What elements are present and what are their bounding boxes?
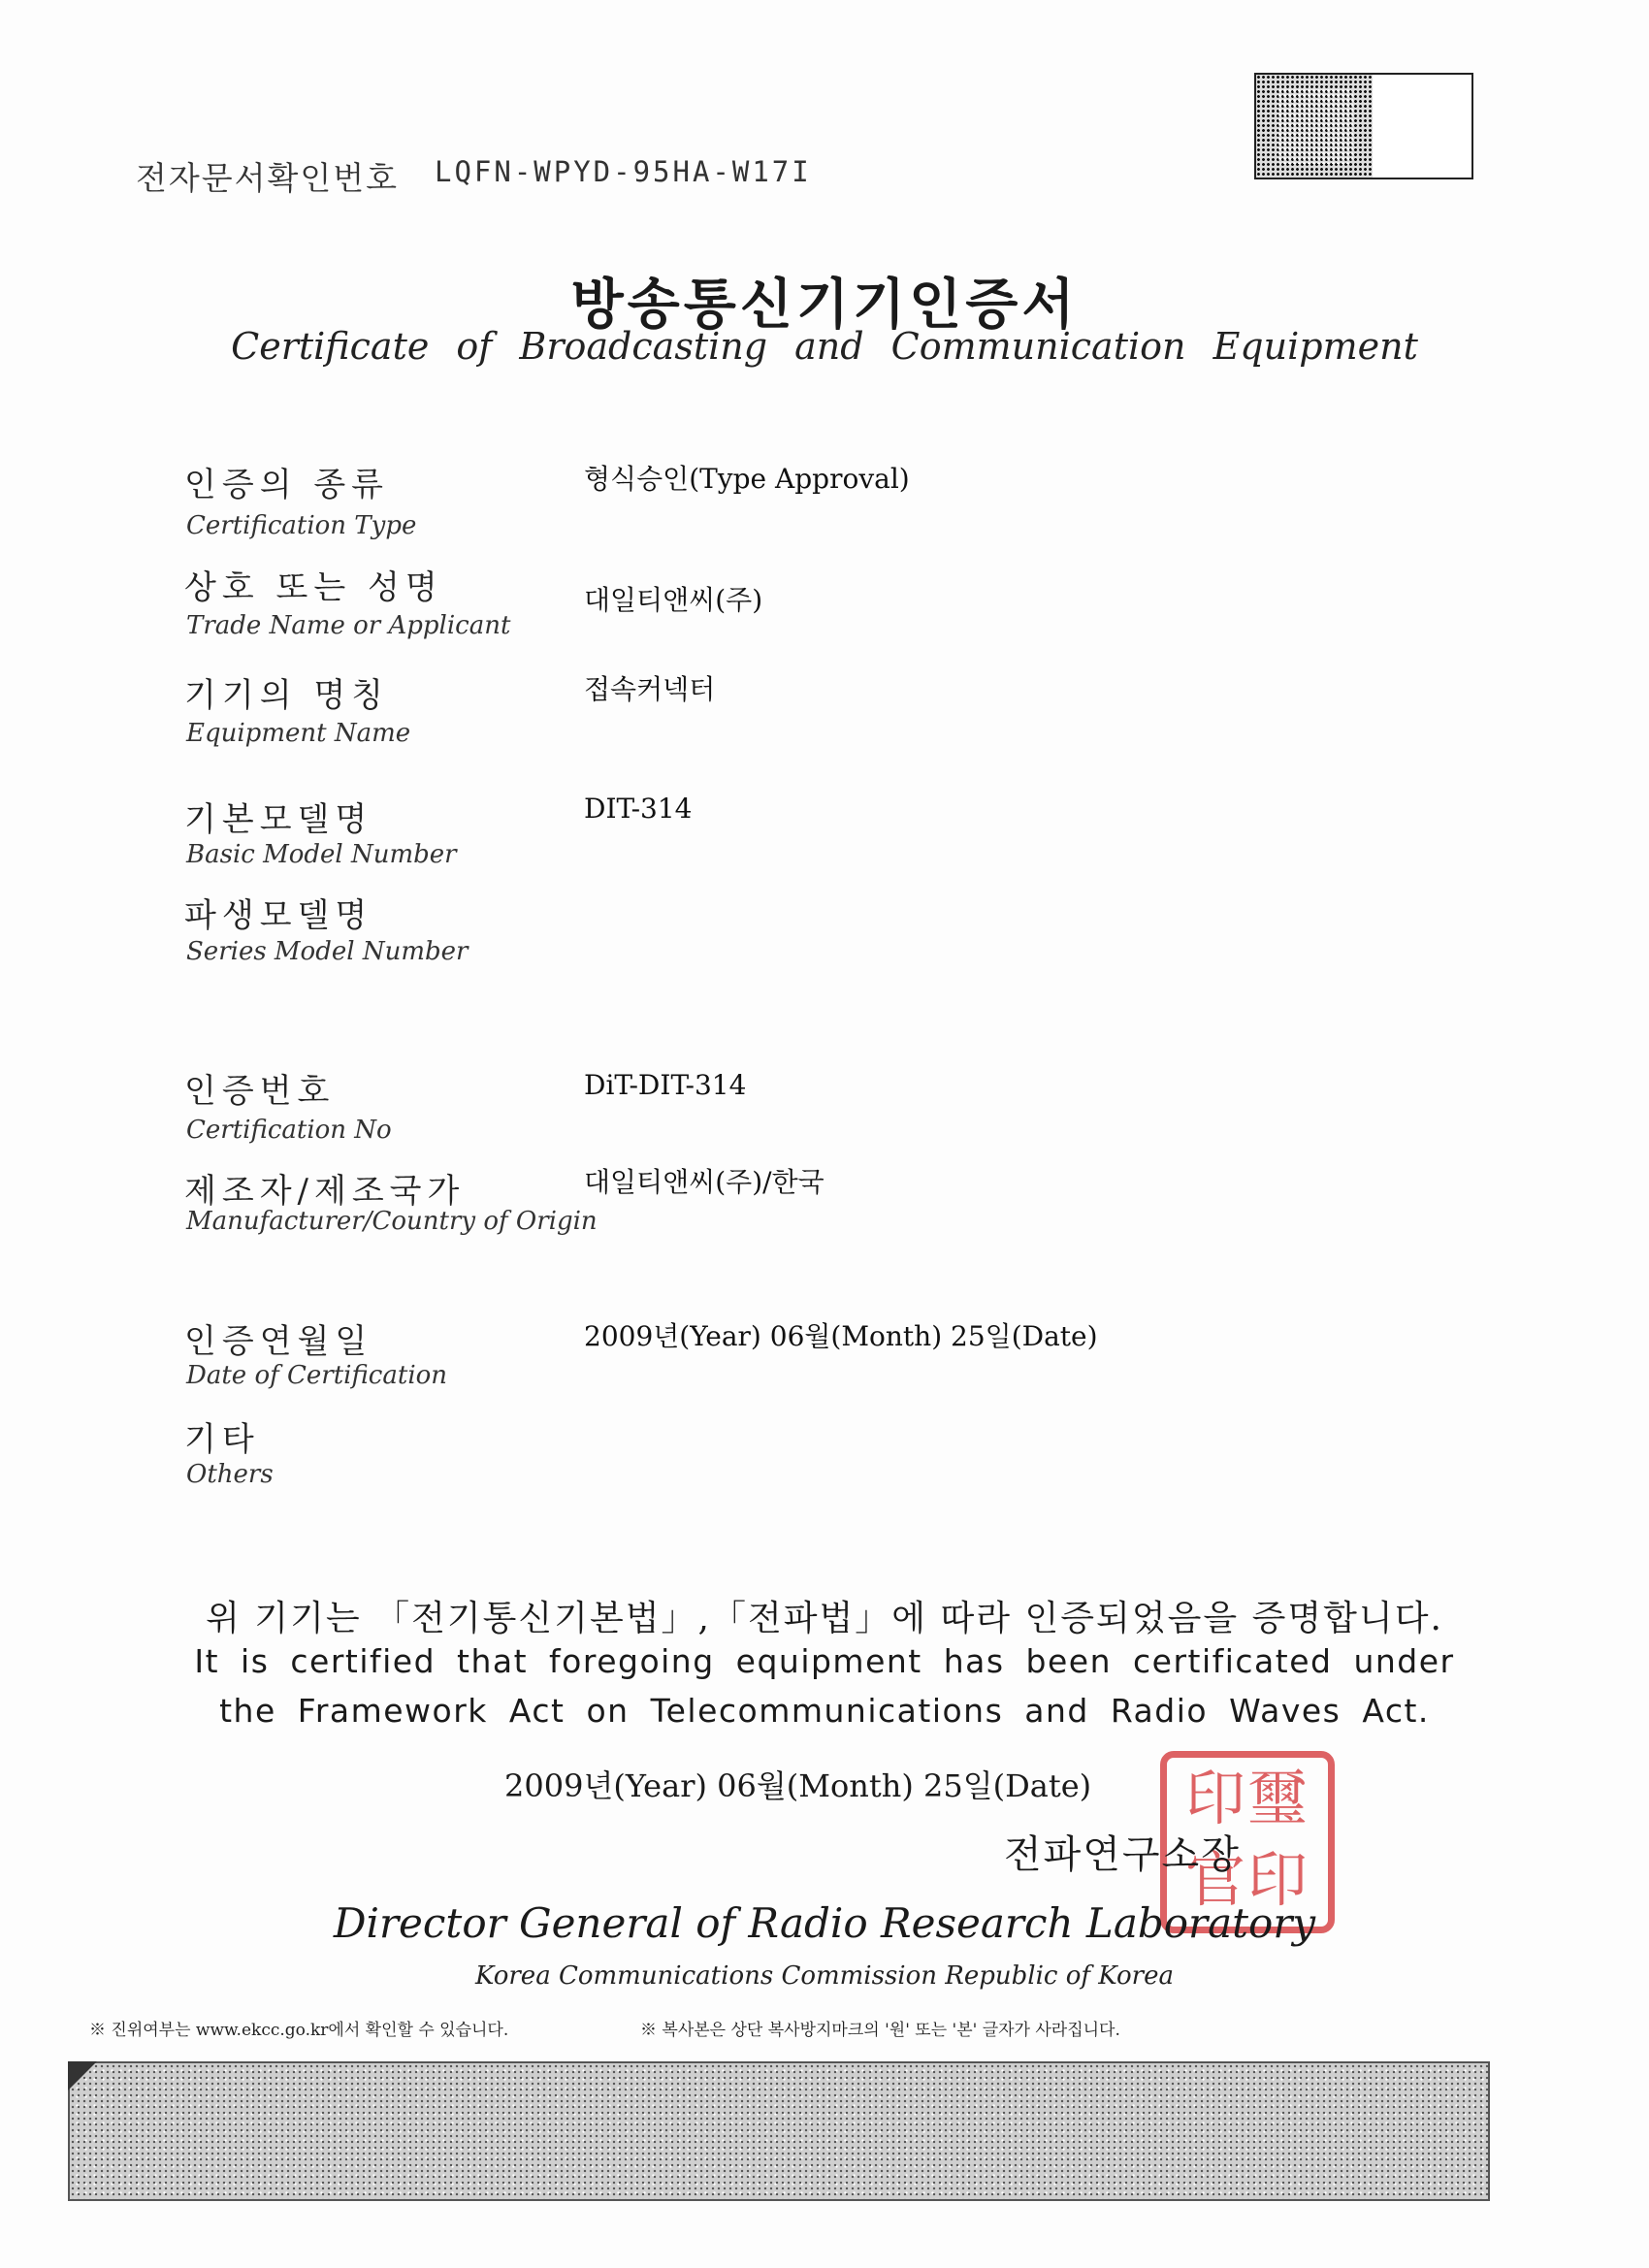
document-number-label: 전자문서확인번호 [136, 159, 400, 197]
trade-name-label-en: Trade Name or Applicant [186, 611, 511, 640]
issuer-organization: Korea Communications Commission Republic of Korea [475, 1961, 1174, 1991]
cert-no-label-ko: 인증번호 [184, 1072, 336, 1111]
equipment-value: 접속커넥터 [584, 673, 716, 705]
issuer-english: Director General of Radio Research Laboratory [333, 1899, 1316, 1947]
basic-model-value: DIT-314 [584, 793, 693, 825]
cert-date-label-ko: 인증연월일 [184, 1322, 373, 1361]
trade-name-value: 대일티앤씨(주) [584, 584, 763, 616]
document-number-value: LQFN-WPYD-95HA-W17I [435, 155, 812, 188]
cert-date-label-en: Date of Certification [186, 1361, 448, 1390]
manufacturer-value: 대일티앤씨(주)/한국 [584, 1166, 824, 1198]
copy-note: ※ 복사본은 상단 복사방지마크의 '원' 또는 '본' 글자가 사라집니다. [640, 2021, 1120, 2040]
cert-no-value: DiT-DIT-314 [584, 1069, 747, 1101]
issue-date: 2009년(Year) 06월(Month) 25일(Date) [504, 1767, 1092, 1804]
verification-note: ※ 진위여부는 www.ekcc.go.kr에서 확인할 수 있습니다. [89, 2021, 509, 2040]
title-english: Certificate of Broadcasting and Communication Equipment [231, 325, 1418, 368]
manufacturer-label-ko: 제조자/제조국가 [184, 1172, 466, 1211]
seal-glyphs: 印璽 官印 [1184, 1763, 1310, 1915]
certification-statement-korean: 위 기기는 「전기통신기본법」,「전파법」에 따라 인증되었음을 증명합니다. [206, 1599, 1443, 1638]
certification-statement-english-2: the Framework Act on Telecommunications and Radio Waves Act. [219, 1692, 1430, 1730]
series-model-label-ko: 파생모델명 [184, 896, 373, 935]
series-model-label-en: Series Model Number [186, 937, 469, 966]
others-label-en: Others [186, 1460, 274, 1489]
title-korean: 방송통신기기인증서 [570, 273, 1079, 337]
manufacturer-label-en: Manufacturer/Country of Origin [186, 1207, 598, 1236]
equipment-label-en: Equipment Name [186, 719, 411, 748]
copy-protection-mark [1254, 73, 1473, 179]
cert-type-value: 형식승인(Type Approval) [584, 463, 910, 495]
cert-type-label-ko: 인증의 종류 [184, 466, 390, 504]
basic-model-label-en: Basic Model Number [186, 840, 457, 869]
cert-date-value: 2009년(Year) 06월(Month) 25일(Date) [584, 1320, 1098, 1352]
equipment-label-ko: 기기의 명칭 [184, 676, 390, 715]
cert-type-label-en: Certification Type [186, 511, 417, 540]
others-label-ko: 기타 [184, 1420, 260, 1459]
basic-model-label-ko: 기본모델명 [184, 800, 373, 839]
certification-statement-english-1: It is certified that foregoing equipment has been certificated under [194, 1642, 1455, 1680]
issuer-korean: 전파연구소장 [1004, 1832, 1241, 1877]
security-band-corner [68, 2061, 97, 2090]
copy-protection-character [1277, 88, 1353, 164]
trade-name-label-ko: 상호 또는 성명 [184, 568, 443, 607]
security-pattern-band [68, 2061, 1490, 2201]
cert-no-label-en: Certification No [186, 1116, 392, 1145]
